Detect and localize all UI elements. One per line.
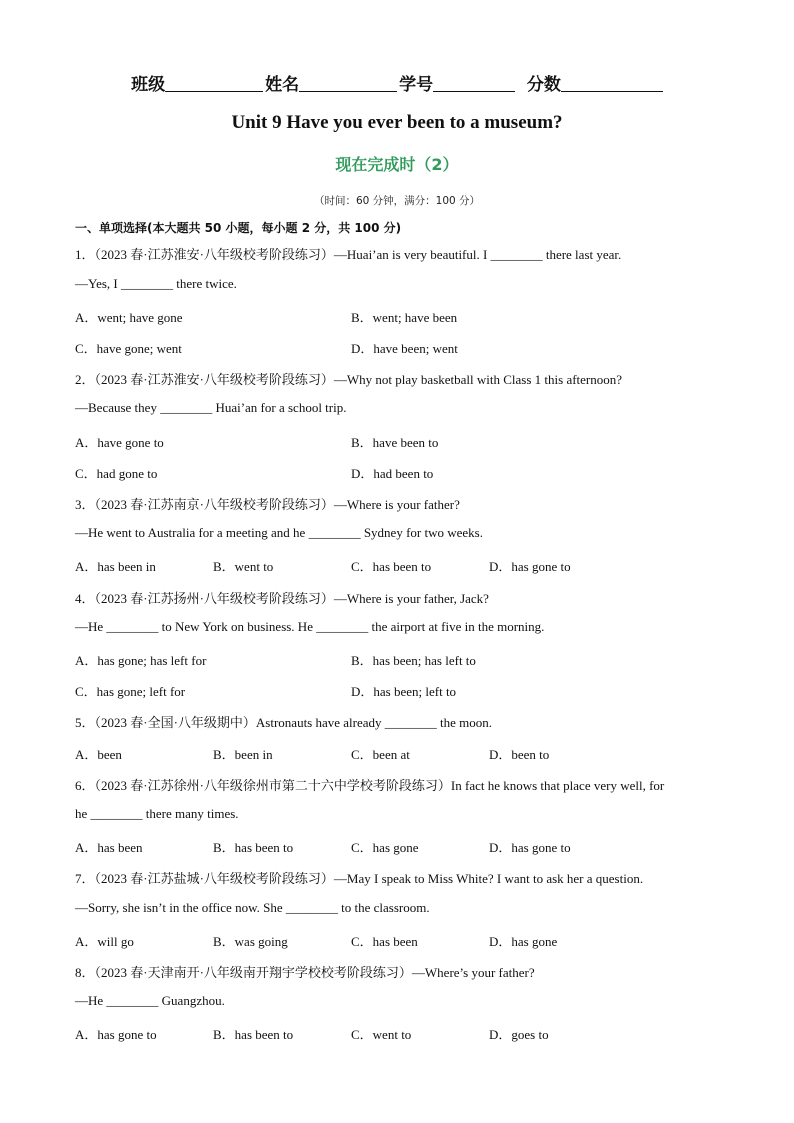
question-stem-continued: —Because they ________ Huai’an for a school trip. <box>75 400 347 415</box>
option-a[interactable]: A．been <box>75 747 122 762</box>
score-blank[interactable] <box>561 75 663 92</box>
option-b[interactable]: B．have been to <box>351 435 439 450</box>
option-b[interactable]: B．has been; has left to <box>351 653 476 668</box>
question-stem: 3．（2023 春·江苏南京·八年级校考阶段练习）—Where is your father? <box>75 497 460 512</box>
option-a[interactable]: A．have gone to <box>75 435 164 450</box>
option-a[interactable]: A．has gone to <box>75 1027 157 1042</box>
question-stem: 1．（2023 春·江苏淮安·八年级校考阶段练习）—Huai’an is very beautiful. I ________ there last year. <box>75 247 622 262</box>
option-a[interactable]: A．will go <box>75 934 134 949</box>
option-d[interactable]: D．has been; left to <box>351 684 457 699</box>
option-c[interactable]: C．has gone; left for <box>75 684 186 699</box>
id-label: 学号 <box>399 75 434 95</box>
question-stem: 4．（2023 春·江苏扬州·八年级校考阶段练习）—Where is your father, Jack? <box>75 591 489 606</box>
name-label: 姓名 <box>265 75 300 95</box>
option-d[interactable]: D．has gone to <box>489 559 571 574</box>
question-stem-continued: —He ________ to New York on business. He ________ the airport at five in the morning. <box>75 619 545 634</box>
score-label: 分数 <box>526 75 561 95</box>
option-b[interactable]: B．been in <box>213 747 273 762</box>
option-b[interactable]: B．has been to <box>213 1027 294 1042</box>
question-stem-continued: —Yes, I ________ there twice. <box>75 276 237 291</box>
id-blank[interactable] <box>433 75 515 92</box>
page-title: Unit 9 Have you ever been to a museum? <box>231 112 563 133</box>
option-a[interactable]: A．has been in <box>75 559 156 574</box>
option-c[interactable]: C．been at <box>351 747 410 762</box>
option-c[interactable]: C．has been to <box>351 559 432 574</box>
question-stem: 6．（2023 春·江苏徐州·八年级徐州市第二十六中学校考阶段练习）In fact he knows that place very well, for <box>75 778 665 793</box>
option-d[interactable]: D．been to <box>489 747 550 762</box>
name-blank[interactable] <box>299 75 397 92</box>
option-b[interactable]: B．has been to <box>213 840 294 855</box>
option-c[interactable]: C．have gone; went <box>75 341 182 356</box>
option-b[interactable]: B．went; have been <box>351 310 458 325</box>
option-d[interactable]: D．goes to <box>489 1027 549 1042</box>
page-subtitle: 现在完成时（2） <box>335 155 459 174</box>
option-d[interactable]: D．have been; went <box>351 341 458 356</box>
question-stem: 2．（2023 春·江苏淮安·八年级校考阶段练习）—Why not play basketball with Class 1 this afternoon? <box>75 372 623 387</box>
option-c[interactable]: C．has gone <box>351 840 419 855</box>
class-blank[interactable] <box>165 75 263 92</box>
student-info-line <box>0 70 794 95</box>
option-a[interactable]: A．has been <box>75 840 143 855</box>
option-d[interactable]: D．has gone to <box>489 840 571 855</box>
option-b[interactable]: B．was going <box>213 934 288 949</box>
question-stem-continued: —He ________ Guangzhou. <box>75 993 225 1008</box>
option-c[interactable]: C．has been <box>351 934 418 949</box>
option-d[interactable]: D．has gone <box>489 934 558 949</box>
question-stem-continued: —Sorry, she isn’t in the office now. She ________ to the classroom. <box>75 900 430 915</box>
question-stem: 7．（2023 春·江苏盐城·八年级校考阶段练习）—May I speak to Miss White? I want to ask her a question. <box>75 871 644 886</box>
class-label: 班级 <box>131 75 166 95</box>
option-b[interactable]: B．went to <box>213 559 274 574</box>
option-a[interactable]: A．went; have gone <box>75 310 183 325</box>
question-stem: 8．（2023 春·天津南开·八年级南开翔宇学校校考阶段练习）—Where’s your father? <box>75 965 535 980</box>
question-stem-continued: —He went to Australia for a meeting and he ________ Sydney for two weeks. <box>75 525 483 540</box>
option-a[interactable]: A．has gone; has left for <box>75 653 207 668</box>
option-c[interactable]: C．had gone to <box>75 466 158 481</box>
option-c[interactable]: C．went to <box>351 1027 412 1042</box>
question-stem-continued: he ________ there many times. <box>75 806 239 821</box>
section-heading: 一、单项选择(本大题共 50 小题，每小题 2 分，共 100 分) <box>75 221 402 235</box>
exam-meta: （时间：60 分钟，满分：100 分） <box>313 195 481 207</box>
question-stem: 5．（2023 春·全国·八年级期中）Astronauts have already ________ the moon. <box>75 715 493 730</box>
option-d[interactable]: D．had been to <box>351 466 434 481</box>
